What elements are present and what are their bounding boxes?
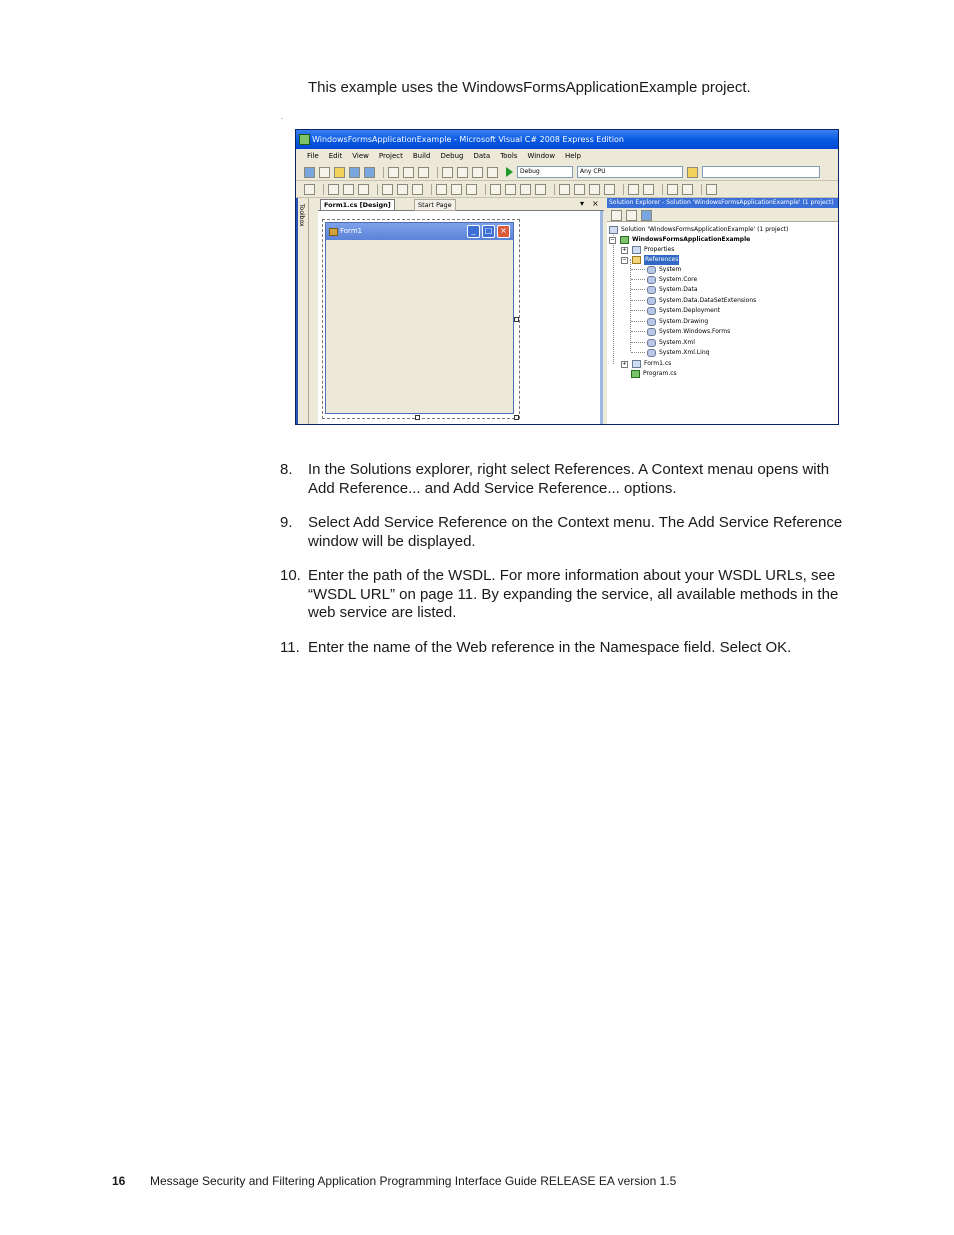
tree-line [631, 300, 645, 301]
tree-node-reference[interactable]: System.Core [647, 275, 697, 285]
tree-node-solution[interactable]: Solution 'WindowsFormsApplicationExample' (1 project) [609, 225, 788, 235]
tree-node-references[interactable]: − References [622, 256, 679, 263]
menu-debug[interactable]: Debug [440, 152, 464, 160]
form-file-icon [632, 360, 641, 368]
undo-icon[interactable] [442, 167, 453, 178]
toolbox-label[interactable]: Toolbox [298, 204, 305, 227]
csharp-project-icon [620, 236, 629, 244]
solution-explorer-tree [607, 222, 838, 424]
show-all-files-icon[interactable] [626, 210, 637, 221]
list-item [280, 639, 845, 658]
assembly-reference-icon [647, 349, 656, 357]
find-combo[interactable] [702, 166, 820, 178]
collapse-icon[interactable]: − [622, 256, 627, 263]
toolbar-separator [377, 184, 378, 195]
align-to-grid-icon[interactable] [304, 184, 315, 195]
step-number: 11. [280, 638, 300, 656]
page-footer [112, 1174, 676, 1188]
make-same-size-icon[interactable] [466, 184, 477, 195]
step-text: Select Add Service Reference on the Context menu. The Add Service Reference window will be displayed. [308, 514, 843, 550]
resize-handle-corner[interactable] [514, 415, 519, 420]
steps-list [280, 461, 845, 673]
center-vertically-icon[interactable] [643, 184, 654, 195]
csharp-file-icon [631, 370, 640, 378]
app-icon [299, 134, 310, 145]
list-item [280, 461, 845, 498]
horizontal-spacing-icon[interactable] [490, 184, 501, 195]
maximize-icon: □ [482, 225, 495, 238]
close-document-icon[interactable]: × [592, 199, 599, 208]
remove-vspacing-icon[interactable] [604, 184, 615, 195]
layout-toolbar [296, 181, 838, 198]
paste-icon[interactable] [418, 167, 429, 178]
tree-node-reference[interactable]: System [647, 265, 681, 275]
tab-order-icon[interactable] [706, 184, 717, 195]
find-in-files-icon[interactable] [687, 167, 698, 178]
menu-help[interactable]: Help [565, 152, 582, 160]
tree-line [613, 231, 614, 364]
tab-form1-design[interactable]: Form1.cs [Design] [320, 199, 395, 210]
window-titlebar [296, 130, 838, 149]
assembly-reference-icon [647, 297, 656, 305]
tree-node-reference[interactable]: System.Data.DataSetExtensions [647, 296, 756, 306]
visual-studio-screenshot [295, 129, 839, 425]
redo-icon[interactable] [457, 167, 468, 178]
toolbar-separator [431, 184, 432, 195]
tree-line [630, 259, 631, 351]
add-item-icon[interactable] [319, 167, 330, 178]
solution-icon [609, 226, 618, 234]
tree-line [631, 331, 645, 332]
toolbar-separator [662, 184, 663, 195]
intro-paragraph: This example uses the WindowsFormsApplicationExample project. [308, 79, 751, 96]
properties-icon[interactable] [611, 210, 622, 221]
toolbar-separator [485, 184, 486, 195]
expand-icon[interactable]: + [622, 246, 627, 253]
tree-node-reference[interactable]: System.Windows.Forms [647, 327, 730, 337]
step-number: 9. [280, 514, 293, 531]
assembly-reference-icon [647, 286, 656, 294]
window-title: WindowsFormsApplicationExample - Microsoft Visual C# 2008 Express Edition [312, 135, 624, 144]
form-designer-surface[interactable] [318, 211, 603, 424]
tree-node-project[interactable]: − WindowsFormsApplicationExample [610, 236, 751, 243]
assembly-reference-icon [647, 318, 656, 326]
form1-window[interactable] [325, 222, 514, 414]
tree-line [631, 310, 645, 311]
assembly-reference-icon [647, 339, 656, 347]
align-centers-icon[interactable] [343, 184, 354, 195]
toolbar-separator [437, 167, 438, 178]
tree-node-properties[interactable]: + Properties [622, 246, 675, 253]
decrease-spacing-icon[interactable] [520, 184, 531, 195]
list-item [280, 514, 845, 551]
align-bottoms-icon[interactable] [412, 184, 423, 195]
references-folder-icon [632, 256, 641, 264]
tree-line [631, 342, 645, 343]
decrease-vspacing-icon[interactable] [589, 184, 600, 195]
menu-window[interactable]: Window [527, 152, 556, 160]
document-tabs [318, 198, 604, 211]
assembly-reference-icon [647, 307, 656, 315]
step-text: Enter the path of the WSDL. For more information about your WSDL URLs, see “WSDL URL” on page 11. By expanding the service, all available methods in the web service are listed. [308, 567, 839, 621]
close-icon: × [497, 225, 510, 238]
collapse-icon[interactable]: − [610, 236, 615, 243]
page-number: 16 [112, 1174, 126, 1188]
tree-line [631, 269, 645, 270]
remove-spacing-icon[interactable] [535, 184, 546, 195]
assembly-reference-icon [647, 266, 656, 274]
save-icon[interactable] [349, 167, 360, 178]
center-horizontally-icon[interactable] [628, 184, 639, 195]
solution-explorer-title: Solution Explorer - Solution 'WindowsFormsApplicationExample' (1 project) [607, 198, 838, 208]
view-code-icon[interactable] [641, 210, 652, 221]
solution-platform-combo[interactable]: Any CPU [577, 166, 683, 178]
new-project-icon[interactable] [304, 167, 315, 178]
increase-spacing-icon[interactable] [505, 184, 516, 195]
form-icon [329, 228, 338, 236]
menu-tools[interactable]: Tools [500, 152, 518, 160]
properties-folder-icon [632, 246, 641, 254]
copy-icon[interactable] [403, 167, 414, 178]
toolbar-separator [701, 184, 702, 195]
menu-build[interactable]: Build [412, 152, 431, 160]
align-middles-icon[interactable] [397, 184, 408, 195]
tab-start-page[interactable]: Start Page [414, 199, 456, 211]
tree-line [631, 279, 645, 280]
align-tops-icon[interactable] [382, 184, 393, 195]
active-files-dropdown-icon[interactable]: ▾ [580, 199, 585, 208]
list-item [280, 567, 845, 623]
tree-line [631, 352, 645, 353]
resize-handle-bottom[interactable] [415, 415, 420, 420]
menu-project[interactable]: Project [378, 152, 403, 160]
tree-node-reference[interactable]: System.Drawing [647, 317, 708, 327]
resize-handle-right[interactable] [514, 317, 519, 322]
assembly-reference-icon [647, 328, 656, 336]
form1-title: Form1 [340, 227, 363, 235]
step-text: In the Solutions explorer, right select References. A Context menau opens with Add Reference... and Add Service Reference... options. [308, 461, 830, 497]
increase-vspacing-icon[interactable] [574, 184, 585, 195]
toolbar-separator [554, 184, 555, 195]
menu-edit[interactable]: Edit [328, 152, 343, 160]
tree-node-reference[interactable]: System.Data [647, 285, 698, 295]
make-same-height-icon[interactable] [451, 184, 462, 195]
footer-title: Message Security and Filtering Application Programming Interface Guide RELEASE EA version 1.5 [150, 1174, 677, 1188]
vertical-spacing-icon[interactable] [559, 184, 570, 195]
solution-explorer-toolbar [607, 209, 838, 222]
standard-toolbar [296, 164, 838, 181]
expand-icon[interactable]: + [622, 360, 627, 367]
tree-node-reference[interactable]: System.Xml [647, 338, 695, 348]
toolbar-separator [383, 167, 384, 178]
toolbar-separator [323, 184, 324, 195]
make-same-width-icon[interactable] [436, 184, 447, 195]
tree-line [631, 321, 645, 322]
tree-node-form1[interactable]: + Form1.cs [622, 360, 672, 367]
solution-configuration-combo[interactable]: Debug [517, 166, 573, 178]
minimize-icon: _ [467, 225, 480, 238]
tree-line [631, 289, 645, 290]
step-number: 10. [280, 567, 301, 584]
align-rights-icon[interactable] [358, 184, 369, 195]
tree-node-program[interactable]: Program.cs [631, 369, 677, 379]
menu-data[interactable]: Data [473, 152, 491, 160]
tree-node-reference[interactable]: System.Xml.Linq [647, 348, 709, 358]
navigate-icon[interactable] [472, 167, 483, 178]
align-lefts-icon[interactable] [328, 184, 339, 195]
tree-node-reference[interactable]: System.Deployment [647, 306, 720, 316]
open-file-icon[interactable] [334, 167, 345, 178]
menu-file[interactable]: File [307, 152, 319, 160]
step-number: 8. [280, 461, 293, 478]
step-text: Enter the name of the Web reference in the Namespace field. Select OK. [308, 638, 792, 656]
assembly-reference-icon [647, 276, 656, 284]
start-debugging-icon[interactable] [506, 167, 513, 177]
navigate-forward-icon[interactable] [487, 167, 498, 178]
stray-mark: . [281, 112, 284, 121]
send-to-back-icon[interactable] [682, 184, 693, 195]
save-all-icon[interactable] [364, 167, 375, 178]
form1-titlebar [326, 223, 513, 240]
menu-view[interactable]: View [352, 152, 369, 160]
bring-to-front-icon[interactable] [667, 184, 678, 195]
toolbar-separator [623, 184, 624, 195]
window-left-edge [296, 198, 298, 424]
menu-bar [296, 149, 838, 163]
cut-icon[interactable] [388, 167, 399, 178]
